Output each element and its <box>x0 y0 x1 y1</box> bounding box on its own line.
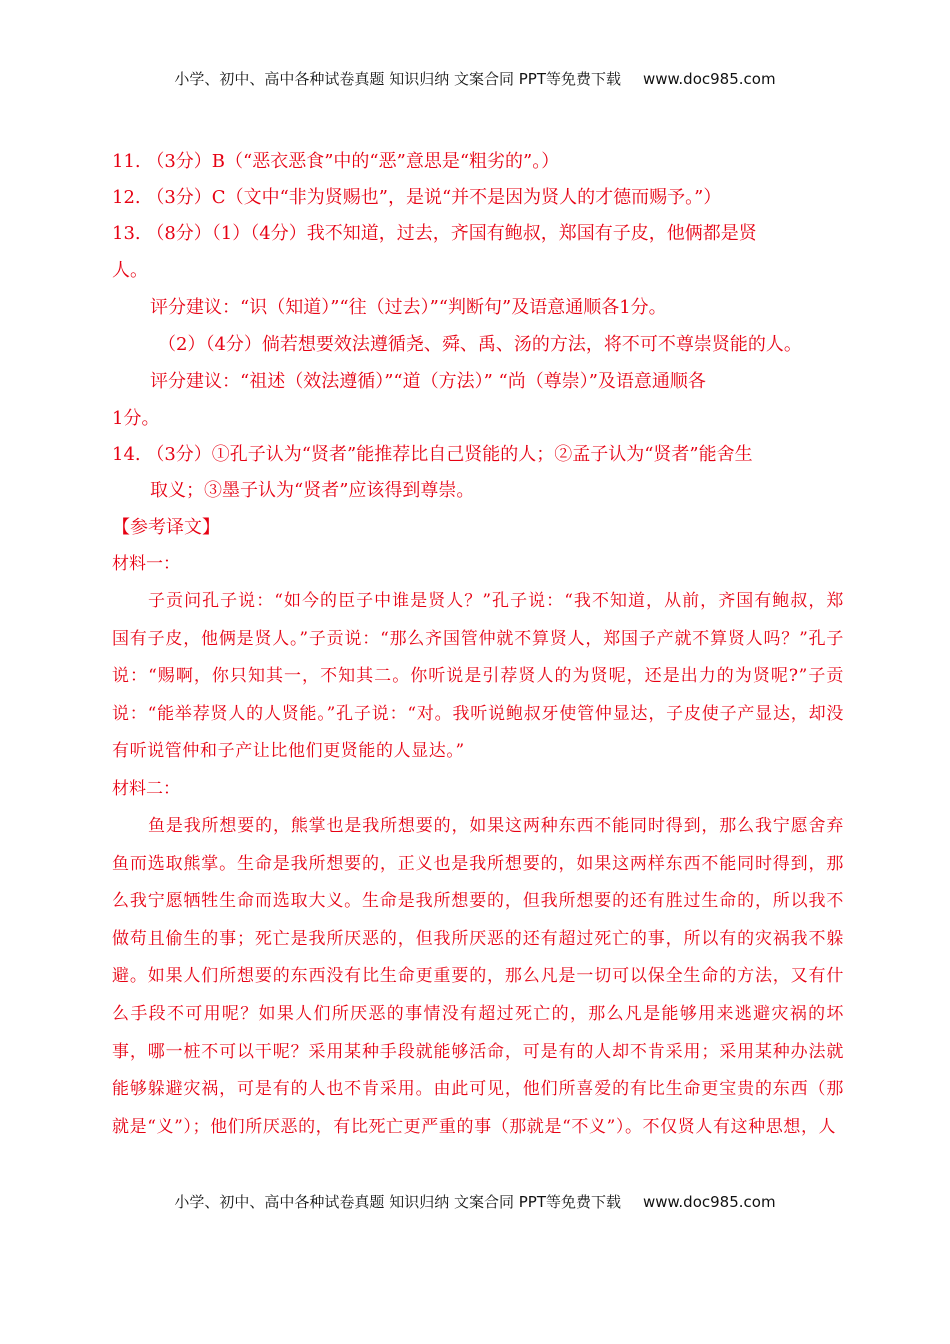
material-2-text: 鱼是我所想要的，熊掌也是我所想要的，如果这两种东西不能同时得到，那么我宁愿舍弃鱼而选取熊掌。生命是我所想要的，正义也是我所想要的，如果这两样东西不能同时得到，那么我宁愿牺牲生命而选取大义。生命是我所想要的，但我所想要的还有胜过生命的，所以我不做苟且偷生的事；死亡是我所厌恶的，但我所厌恶的还有超过死亡的事，所以有的灾祸我不躲避。如果人们所想要的东西没有比生命更重要的，那么凡是一切可以保全生命的方法，又有什么手段不可用呢？如果人们所厌恶的事情没有超过死亡的，那么凡是能够用来逃避灾祸的坏事，哪一桩不可以干呢？采用某种手段就能够活命，可是有的人却不肯采用；采用某种办法就能够躲避灾祸，可是有的人也不肯采用。由此可见，他们所喜爱的有比生命更宝贵的东西（那就是“义”）；他们所厌恶的，有比死亡更严重的事（那就是“不义”）。不仅贤人有这种思想，人 <box>112 815 844 1137</box>
answer-13-score-2-line2: 1分。 <box>112 408 160 429</box>
page-content <box>112 144 844 1146</box>
answer-14-line2: 取义；③墨子认为“贤者”应该得到尊崇。 <box>150 480 475 501</box>
answer-13-score-2-line1: 评分建议：“祖述（效法遵循）”“道（方法）” “尚（尊崇）”及语意通顺各 <box>150 371 706 392</box>
answer-13-part-2: （2）（4分）倘若想要效法遵循尧、舜、禹、汤的方法，将不可不尊崇贤能的人。 <box>158 334 802 355</box>
page-header <box>0 68 950 89</box>
footer-url[interactable]: www.doc985.com <box>642 1193 776 1211</box>
material-1-label: 材料一： <box>112 554 180 574</box>
answer-13-score-1: 评分建议：“识（知道）”“往（过去）”“判断句”及语意通顺各1分。 <box>150 297 667 318</box>
answer-14-line1: 14. （3分）①孔子认为“贤者”能推荐比自己贤能的人；②孟子认为“贤者”能舍生 <box>112 444 753 465</box>
page-footer <box>0 1191 950 1212</box>
material-1-text: 子贡问孔子说：“如今的臣子中谁是贤人？”孔子说：“我不知道，从前，齐国有鲍叔，郑国有子皮，他俩是贤人。”子贡说：“那么齐国管仲就不算贤人，郑国子产就不算贤人吗？”孔子说：“赐啊，你只知其一，不知其二。你听说是引荐贤人的为贤呢，还是出力的为贤呢?”子贡说：“能举荐贤人的人贤能。”孔子说：“对。我听说鲍叔牙使管仲显达，子皮使子产显达，却没有听说管仲和子产让比他们更贤能的人显达。” <box>112 591 844 762</box>
header-text: 小学、初中、高中各种试卷真题 知识归纳 文案合同 PPT等免费下载 <box>174 70 621 88</box>
answer-11: 11. （3分）B（“恶衣恶食”中的“恶”意思是“粗劣的”。） <box>112 151 560 172</box>
material-2-label: 材料二： <box>112 778 180 799</box>
answer-13-line1: 13. （8分）（1）（4分）我不知道，过去，齐国有鲍叔，郑国有子皮，他俩都是贤 <box>112 223 757 244</box>
answer-12: 12. （3分）C（文中“非为贤赐也”，是说“并不是因为贤人的才德而赐予。”） <box>112 187 722 208</box>
footer-text: 小学、初中、高中各种试卷真题 知识归纳 文案合同 PPT等免费下载 <box>174 1193 621 1211</box>
header-url[interactable]: www.doc985.com <box>642 70 776 88</box>
translation-title: 【参考译文】 <box>112 517 220 538</box>
answer-13-line2: 人。 <box>112 260 148 281</box>
